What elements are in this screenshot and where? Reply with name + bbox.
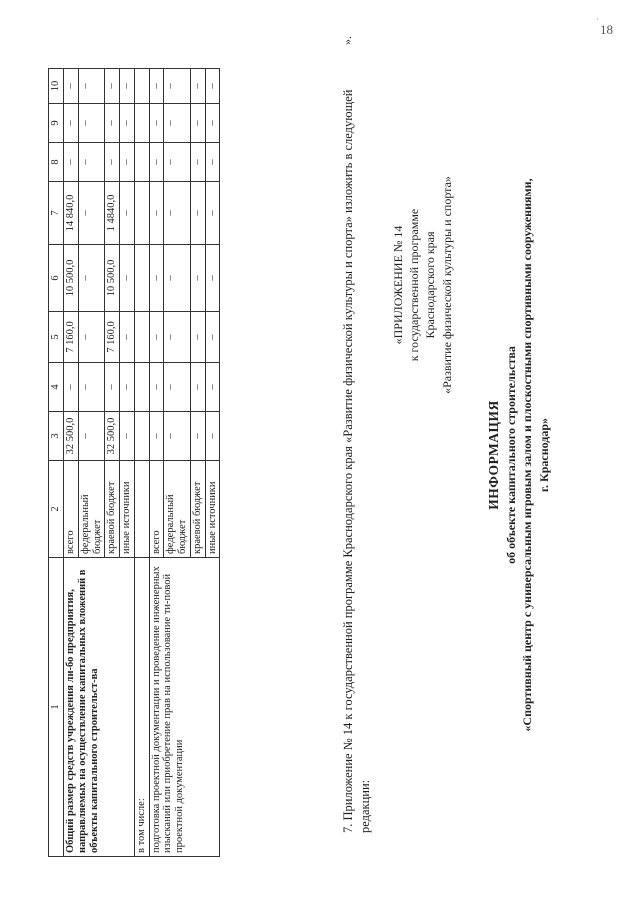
header-cell: 3 [49,412,64,461]
header-cell: 5 [49,312,64,363]
value-cell: – [78,143,105,182]
value-cell: – [120,363,135,412]
empty-cell [134,312,149,363]
row-label: Общий размер средств учреждения ли-бо предприятия, направляемых на осуществление капитальных вложений в объекты капитального строительст-ва [64,558,135,857]
value-cell: – [205,412,220,461]
empty-cell [134,143,149,182]
header-cell: 1 [49,558,64,857]
value-cell: – [164,69,191,104]
value-cell: – [120,245,135,312]
value-cell: – [78,69,105,104]
value-cell: – [205,363,220,412]
value-cell: 7 160,0 [105,312,120,363]
info-subtitle: об объекте капитального строительства [504,346,519,564]
value-cell: – [64,143,79,182]
value-cell: – [164,312,191,363]
value-cell: – [190,143,205,182]
appendix-line: «ПРИЛОЖЕНИЕ № 14 [391,225,405,345]
value-cell: – [105,69,120,104]
page-number: 18 [600,22,613,37]
in-that-number-label: в том числе: [134,558,149,857]
table-row [149,69,164,857]
value-cell: – [78,412,105,461]
empty-cell [134,69,149,104]
header-cell: 10 [49,69,64,104]
table-row [64,69,79,857]
empty-cell [134,182,149,245]
value-cell: – [120,312,135,363]
page-mark: · [596,14,599,24]
value-cell: – [149,143,164,182]
empty-cell [134,245,149,312]
header-cell: 7 [49,182,64,245]
source-cell: всего [64,461,79,558]
value-cell: – [205,245,220,312]
info-title: ИНФОРМАЦИЯ [486,400,501,510]
paragraph-text: 7. Приложение № 14 к государственной программе Краснодарского края «Развитие физической культуры и спорта» изложить в следующей редакции: [341,89,372,833]
rotated-page-content [40,25,600,885]
empty-cell [134,104,149,143]
value-cell: – [149,69,164,104]
source-cell: иные источники [120,461,135,558]
value-cell: – [64,104,79,143]
value-cell: 14 840,0 [64,182,79,245]
value-cell: – [120,182,135,245]
value-cell: – [149,182,164,245]
value-cell: – [190,104,205,143]
value-cell: 1 4840,0 [105,182,120,245]
value-cell: – [120,412,135,461]
value-cell: – [149,363,164,412]
source-cell: краевой бюджет [190,461,205,558]
header-cell: 4 [49,363,64,412]
table-header-row [49,69,64,857]
value-cell: – [149,412,164,461]
value-cell: 10 500,0 [64,245,79,312]
value-cell: – [190,363,205,412]
value-cell: – [164,412,191,461]
closing-quote: ». [340,36,354,45]
appendix-header [390,155,455,415]
empty-cell [134,363,149,412]
value-cell: – [78,312,105,363]
value-cell: – [78,104,105,143]
value-cell: – [164,104,191,143]
value-cell: – [164,182,191,245]
value-cell: – [205,69,220,104]
appendix-line: «Развитие физической культуры и спорта» [439,176,454,394]
value-cell: – [205,143,220,182]
empty-cell [134,461,149,558]
value-cell: – [105,363,120,412]
value-cell: – [105,143,120,182]
value-cell: – [205,182,220,245]
value-cell: 7 160,0 [64,312,79,363]
value-cell: – [120,69,135,104]
source-cell: краевой бюджет [105,461,120,558]
header-cell: 8 [49,143,64,182]
value-cell: – [164,363,191,412]
source-cell: федеральный бюджет [164,461,191,558]
value-cell: – [205,312,220,363]
value-cell: – [149,312,164,363]
source-cell: федеральный бюджет [78,461,105,558]
value-cell: – [164,143,191,182]
value-cell: 32 500,0 [64,412,79,461]
value-cell: – [205,104,220,143]
value-cell: – [149,104,164,143]
info-title-block [485,175,552,735]
value-cell: – [64,69,79,104]
object-name: «Спортивный центр с универсальным игровым залом и плоскостными спортивными сооружениями, г. Краснодар» [520,178,551,732]
header-cell: 9 [49,104,64,143]
value-cell: – [190,69,205,104]
value-cell: – [190,312,205,363]
value-cell: – [78,363,105,412]
source-cell: всего [149,461,164,558]
table-row [134,69,149,857]
value-cell: – [105,104,120,143]
value-cell: 10 500,0 [105,245,120,312]
appendix-line: Краснодарского края [423,231,438,339]
empty-cell [134,412,149,461]
header-cell: 2 [49,461,64,558]
row-label: подготовка проектной документации и проведение инженерных изысканий или приобретение прав на использование ти-повой проектной документации [149,558,220,857]
amendment-paragraph [340,43,374,833]
value-cell: – [149,245,164,312]
value-cell: – [190,182,205,245]
value-cell: – [64,363,79,412]
appendix-line: к государственной программе [407,208,422,362]
value-cell: – [120,104,135,143]
investment-table [48,68,220,857]
value-cell: – [78,182,105,245]
value-cell: 32 500,0 [105,412,120,461]
value-cell: – [78,245,105,312]
header-cell: 6 [49,245,64,312]
value-cell: – [190,412,205,461]
value-cell: – [190,245,205,312]
source-cell: иные источники [205,461,220,558]
value-cell: – [164,245,191,312]
value-cell: – [120,143,135,182]
